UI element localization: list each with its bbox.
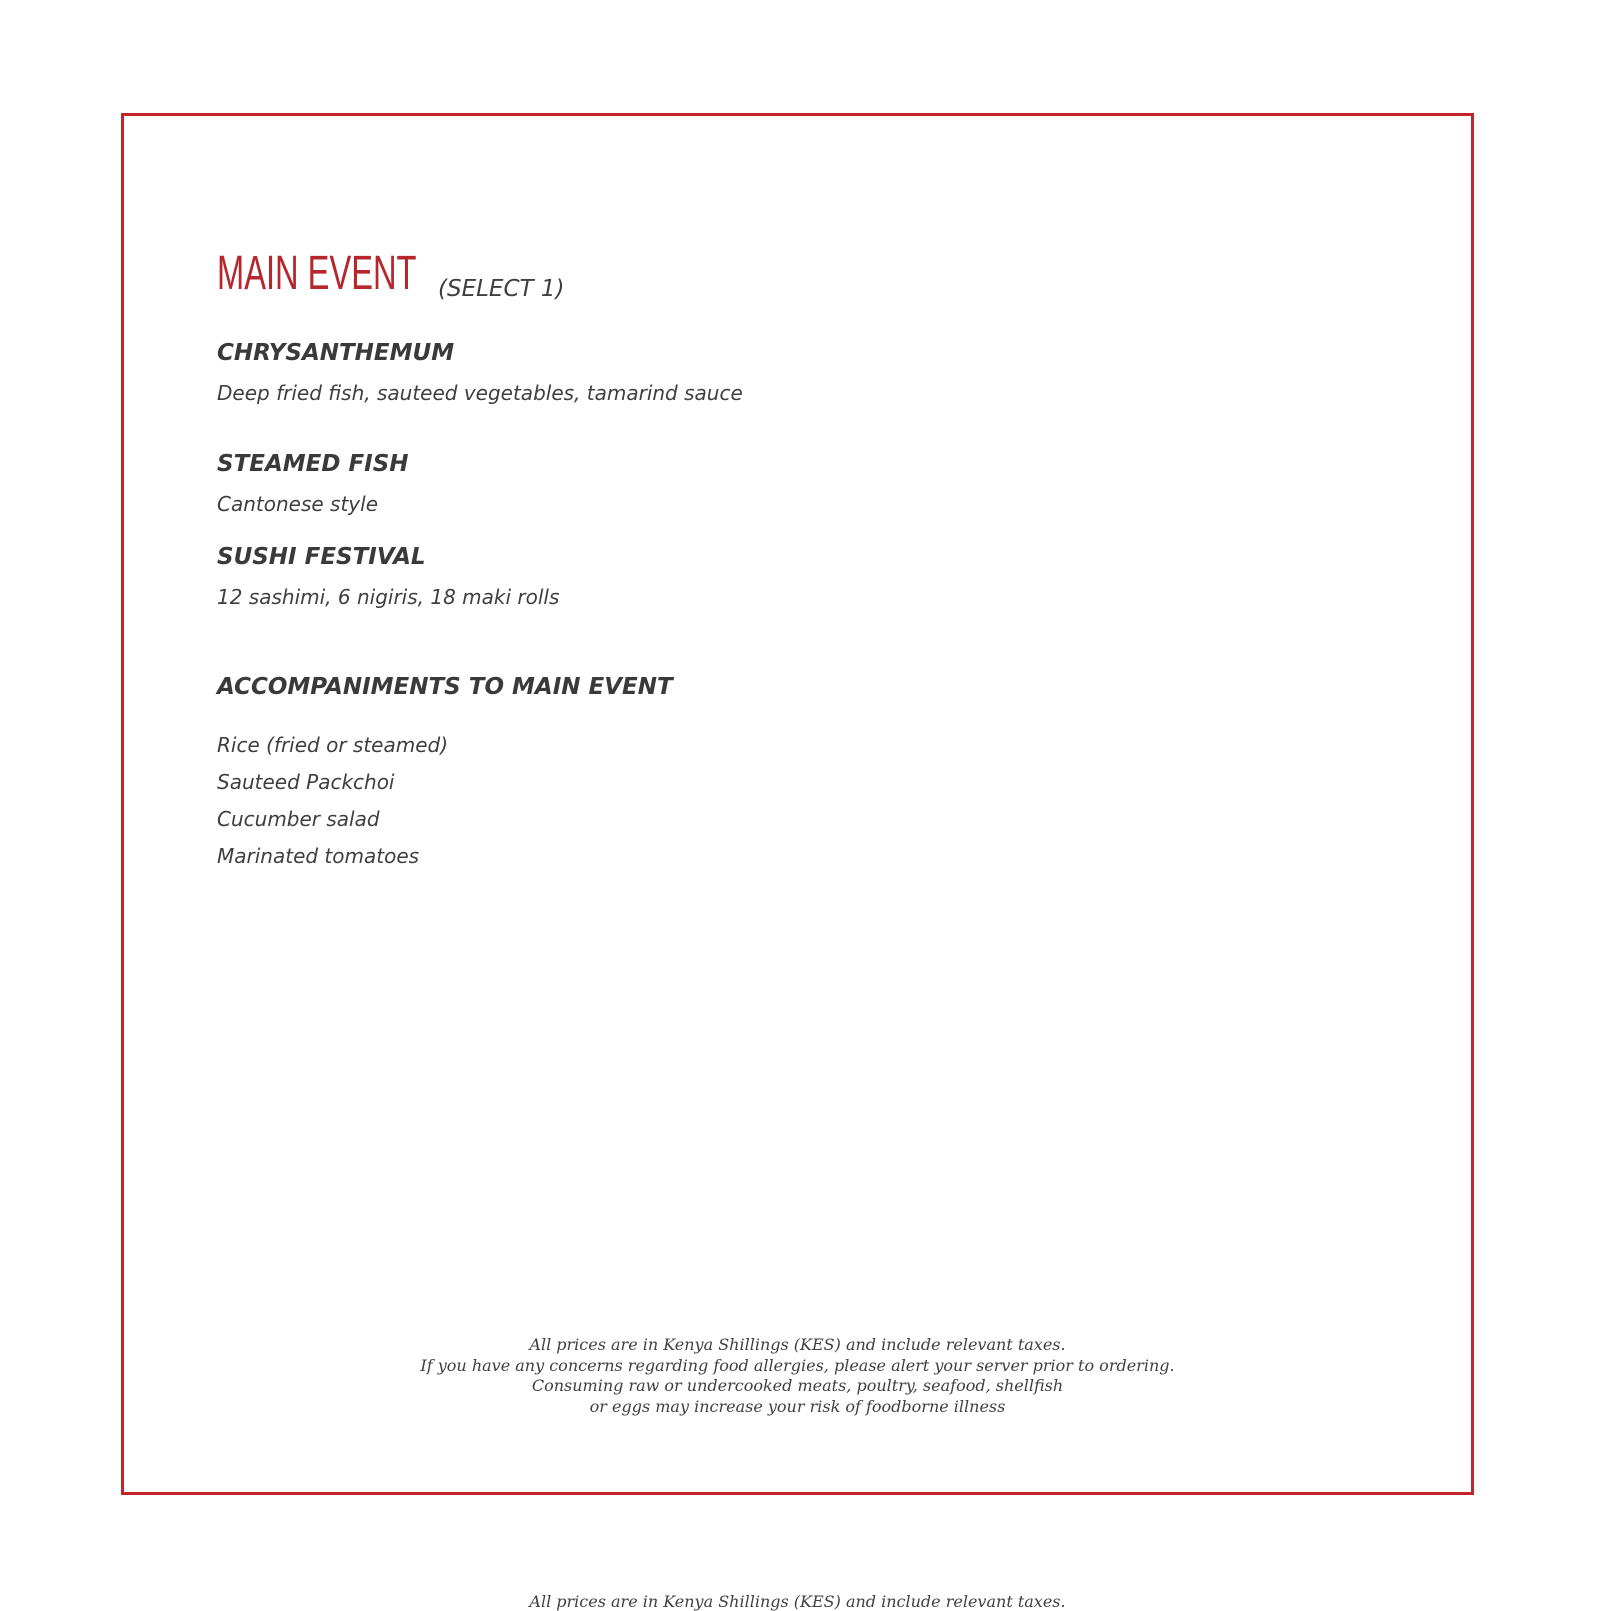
menu-item-name: CHRYSANTHEMUM	[217, 340, 455, 366]
footer-line: All prices are in Kenya Shillings (KES) and include relevant taxes.	[529, 1335, 1066, 1354]
footer-line: or eggs may increase your risk of foodborne illness	[589, 1396, 1006, 1416]
footer-line: Consuming raw or undercooked meats, poultry, seafood, shellfish	[531, 1376, 1064, 1395]
footer-overflow-line: All prices are in Kenya Shillings (KES) and include relevant taxes.	[529, 1592, 1066, 1611]
menu-page-border	[121, 113, 1474, 1495]
menu-item-description: Deep fried fish, sauteed vegetables, tamarind sauce	[217, 381, 743, 405]
section-title: MAIN EVENT	[217, 247, 417, 300]
menu-item-description: 12 sashimi, 6 nigiris, 18 maki rolls	[217, 585, 560, 609]
section-subtitle: (SELECT 1)	[438, 276, 565, 302]
accompaniment-item: Cucumber salad	[217, 807, 380, 831]
footer-line: If you have any concerns regarding food allergies, please alert your server prior to ordering.	[420, 1355, 1175, 1375]
accompaniment-item: Marinated tomatoes	[217, 844, 420, 868]
accompaniments-heading: ACCOMPANIMENTS TO MAIN EVENT	[217, 674, 673, 700]
menu-item-name: SUSHI FESTIVAL	[217, 544, 426, 570]
menu-item-description: Cantonese style	[217, 492, 378, 516]
accompaniment-item: Rice (fried or steamed)	[217, 733, 449, 757]
footer-disclaimer	[121, 1335, 1474, 1417]
menu-item-name: STEAMED FISH	[217, 451, 409, 477]
accompaniment-item: Sauteed Packchoi	[217, 770, 395, 794]
